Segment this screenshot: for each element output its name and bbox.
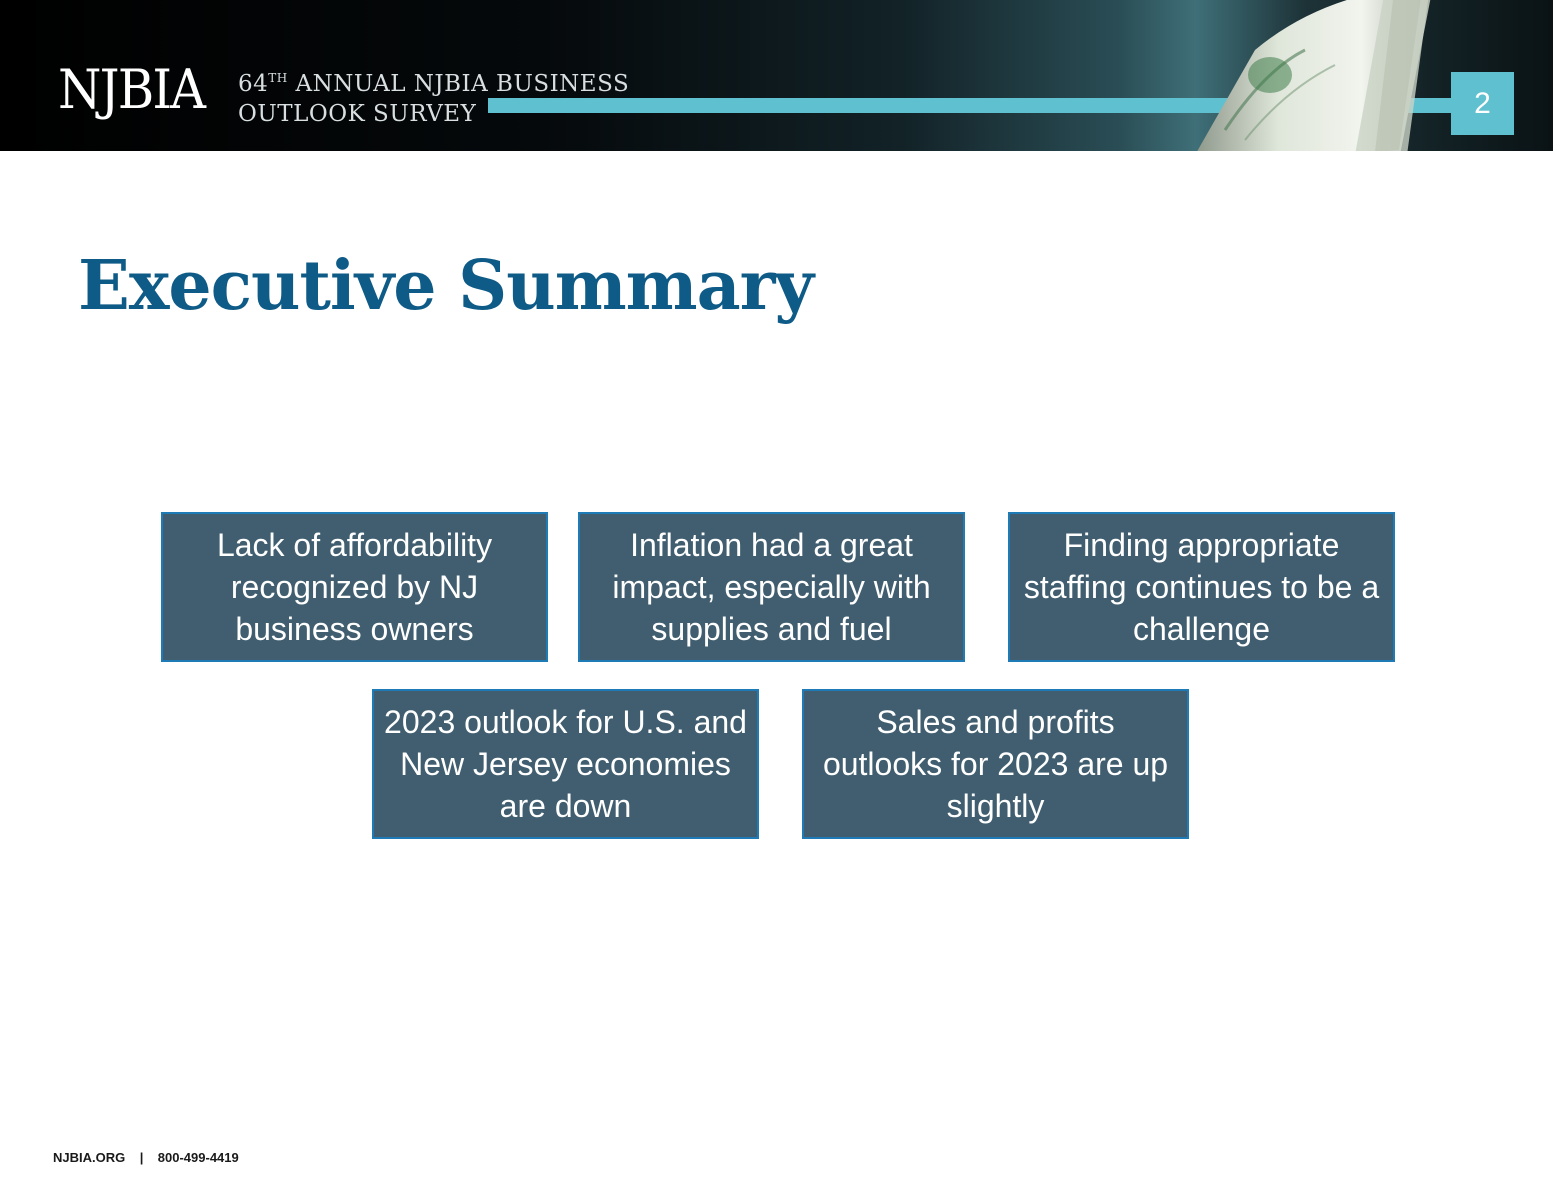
survey-edition-number: 64: [238, 71, 269, 97]
survey-title-line1: ANNUAL NJBIA BUSINESS: [287, 71, 630, 97]
footer-website-link[interactable]: NJBIA.ORG: [53, 1150, 126, 1165]
summary-card-economy-outlook: 2023 outlook for U.S. and New Jersey economies are down: [372, 689, 759, 839]
summary-card-inflation: Inflation had a great impact, especially with supplies and fuel: [578, 512, 965, 662]
njbia-logo: NJBIA: [58, 58, 205, 121]
summary-card-affordability: Lack of affordability recognized by NJ business owners: [161, 512, 548, 662]
slide-header: [0, 0, 1553, 151]
summary-card-staffing: Finding appropriate staffing continues to be a challenge: [1008, 512, 1395, 662]
survey-title: [238, 63, 629, 129]
summary-card-sales-profits: Sales and profits outlooks for 2023 are up slightly: [802, 689, 1189, 839]
rolled-dollar-bill-image: [1185, 0, 1445, 151]
slide-footer: [53, 1150, 239, 1166]
slide-title: Executive Summary: [78, 246, 814, 326]
survey-title-line2: OUTLOOK SURVEY: [238, 101, 477, 127]
footer-separator: |: [139, 1150, 144, 1165]
page-number-badge: 2: [1451, 72, 1514, 135]
survey-edition-suffix: TH: [268, 71, 288, 85]
footer-phone: 800-499-4419: [157, 1150, 239, 1165]
